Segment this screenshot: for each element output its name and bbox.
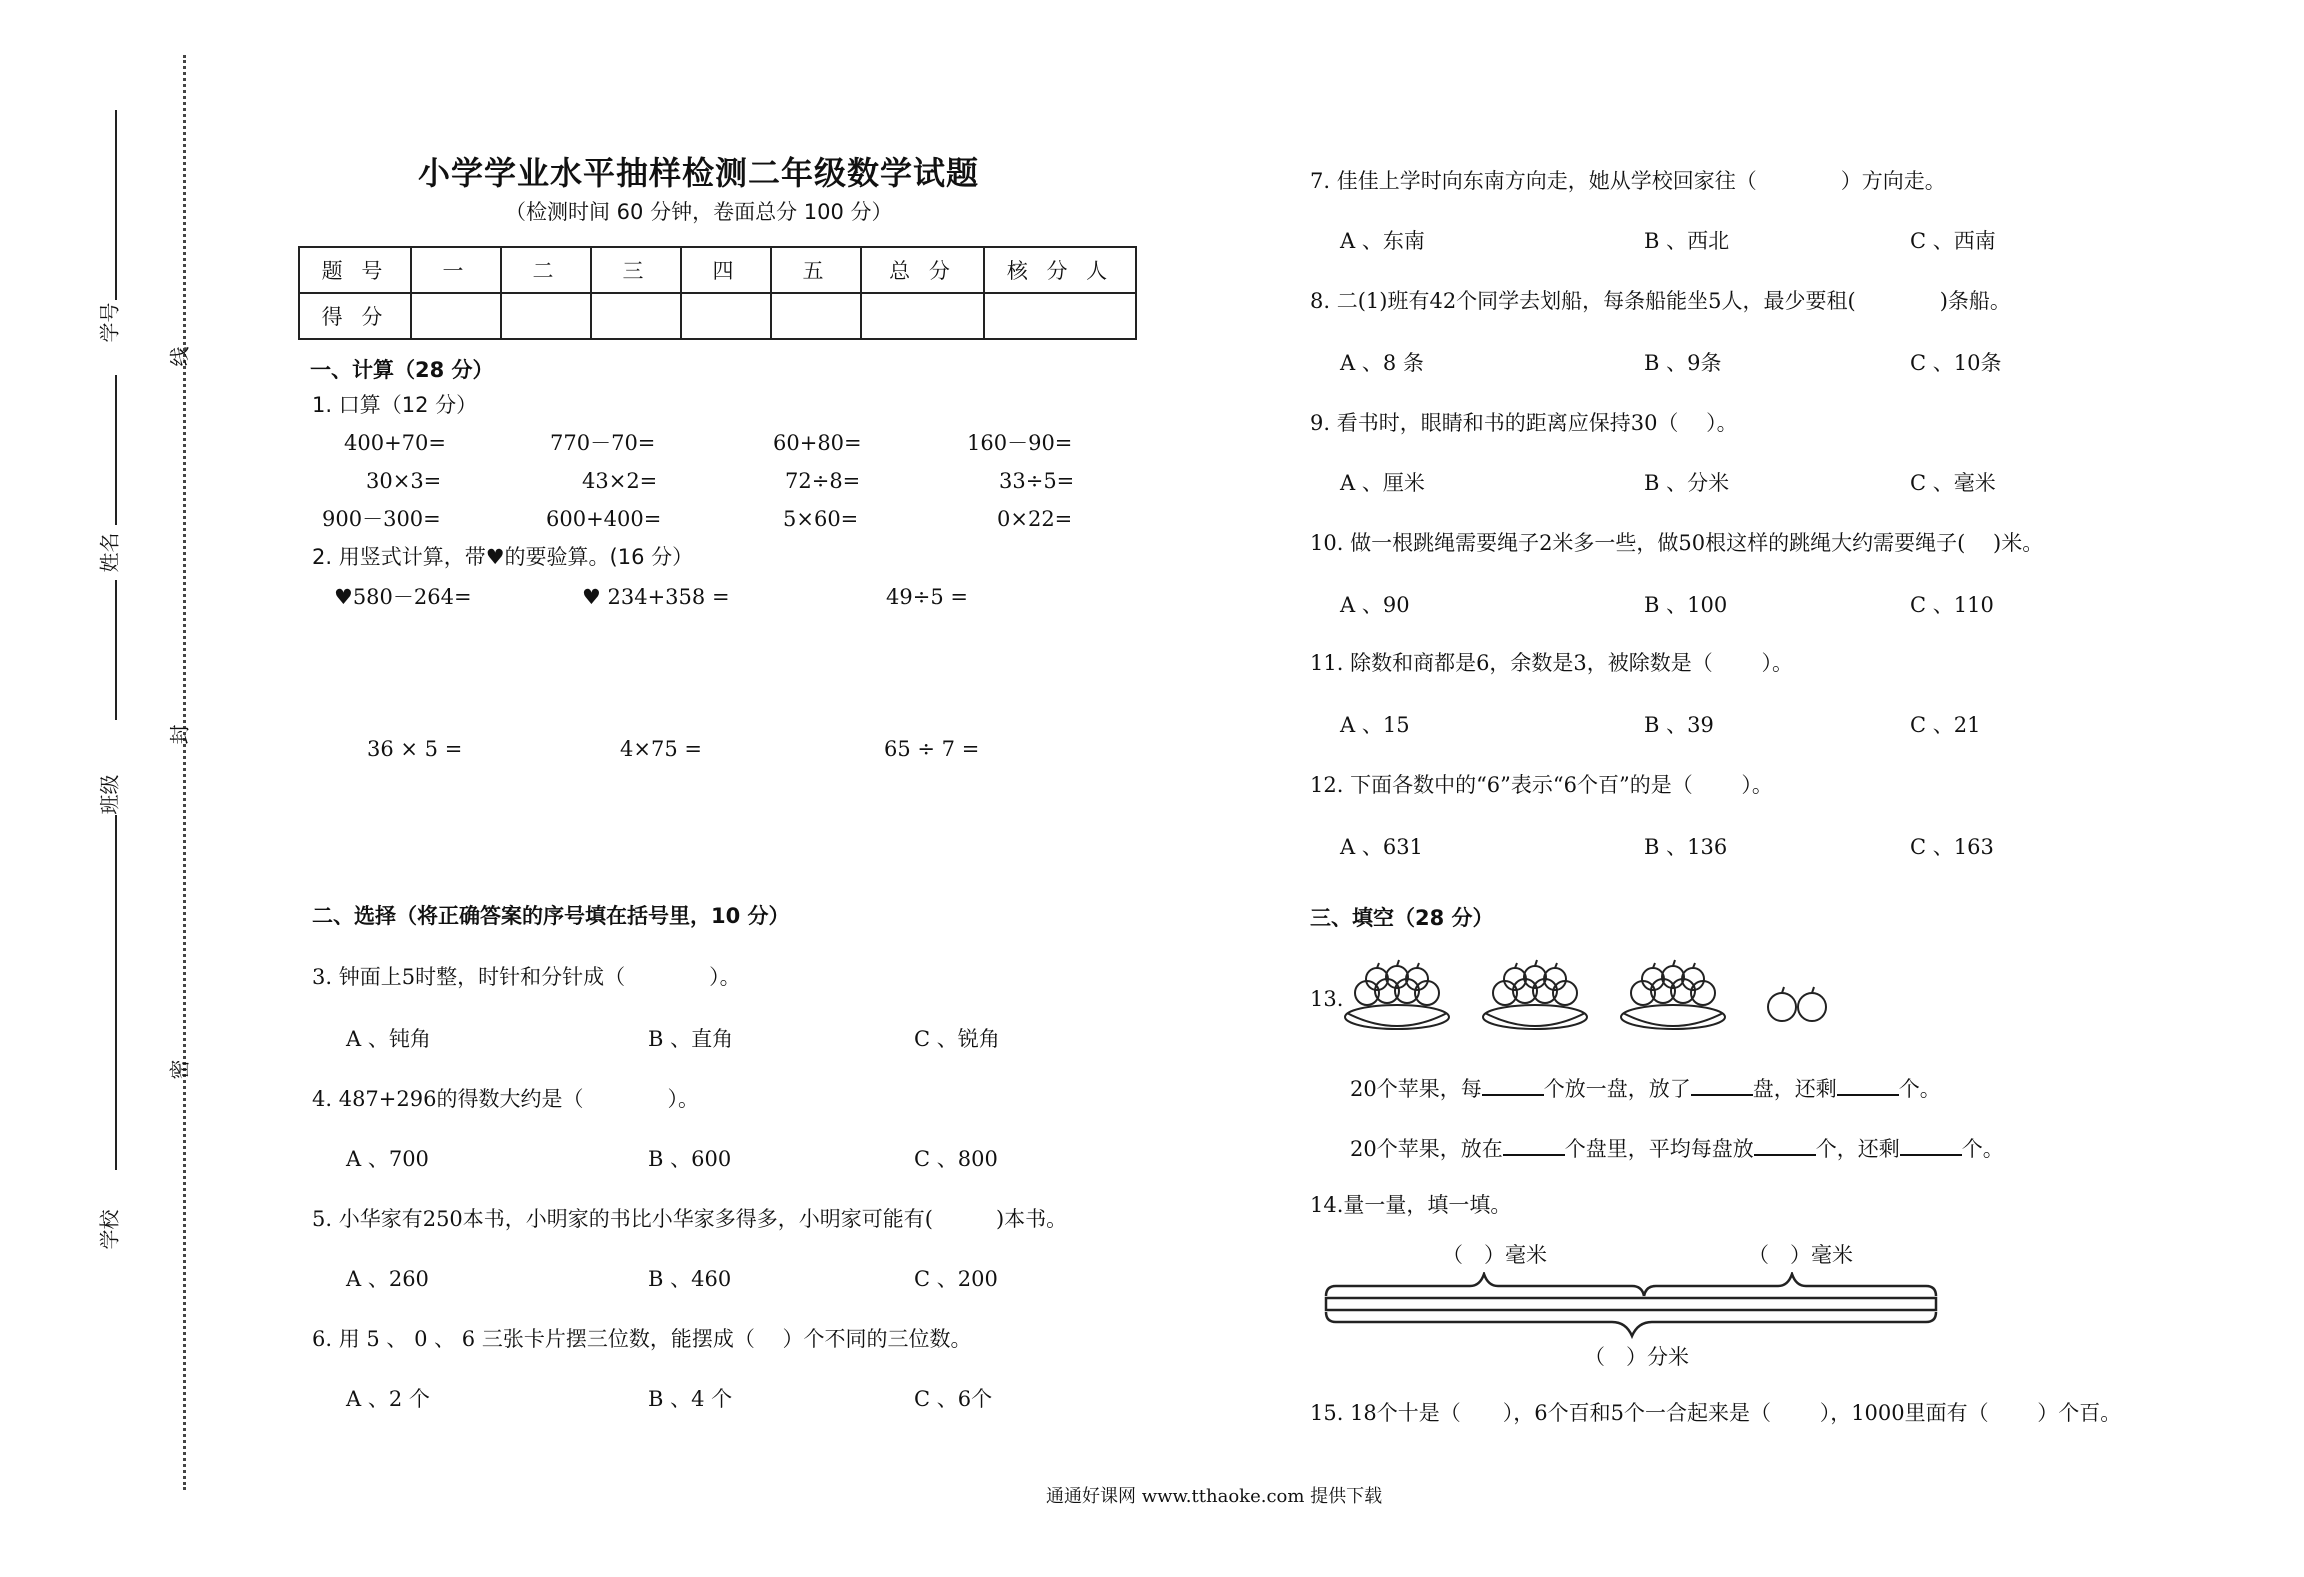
option-c: C 、163 <box>1910 835 1994 859</box>
mental-math-item: 43×2= <box>582 469 658 493</box>
option-a: A 、钝角 <box>346 1027 431 1051</box>
student-id-line <box>115 110 117 300</box>
score-cell[interactable] <box>771 293 861 339</box>
question-15: 15. 18个十是（ ），6个百和5个一合起来是（ ），1000里面有（ ）个百。 <box>1310 1401 2122 1425</box>
mental-math-item: 5×60= <box>783 507 859 531</box>
table-header-cell: 五 <box>771 247 861 293</box>
page-subtitle: （检测时间 60 分钟，卷面总分 100 分） <box>505 200 893 224</box>
option-a: A 、700 <box>346 1147 429 1171</box>
mental-math-item: 600+400= <box>546 507 662 531</box>
table-header-cell: 总 分 <box>861 247 984 293</box>
q13-line2-text: 20个苹果，放在 <box>1350 1137 1503 1161</box>
apple-plate-icon <box>1621 960 1725 1029</box>
q1-label: 1. 口算（12 分） <box>312 393 478 417</box>
option-b: B 、460 <box>648 1267 732 1291</box>
table-header-cell: 一 <box>411 247 501 293</box>
q13-line2-text: 个盘里，平均每盘放 <box>1564 1137 1754 1161</box>
option-c: C 、毫米 <box>1910 471 1996 495</box>
class-line <box>115 815 117 1170</box>
q14-top-left-label: （ ）毫米 <box>1442 1243 1547 1267</box>
option-b: B 、600 <box>648 1147 732 1171</box>
score-cell[interactable] <box>411 293 501 339</box>
school-label: 学校 <box>97 1209 122 1250</box>
q13-line1-text: 20个苹果，每 <box>1350 1077 1482 1101</box>
seal-word-mi: 密 <box>167 1059 192 1080</box>
question-11: 11. 除数和商都是6，余数是3，被除数是（ ）。 <box>1310 651 1793 675</box>
question-5: 5. 小华家有250本书，小明家的书比小华家多得多，小明家可能有( )本书。 <box>312 1207 1068 1231</box>
table-header-cell: 四 <box>681 247 771 293</box>
option-b: B 、4 个 <box>648 1387 733 1411</box>
mental-math-item: 0×22= <box>997 507 1073 531</box>
table-header-cell: 核 分 人 <box>984 247 1136 293</box>
option-a: A 、东南 <box>1340 229 1425 253</box>
option-b: B 、39 <box>1644 713 1714 737</box>
mental-math-item: 900－300= <box>322 507 441 531</box>
score-table-score-row <box>299 293 1136 339</box>
apple-plate-icon <box>1483 960 1587 1029</box>
apple-icon <box>1768 987 1826 1021</box>
seal-word-feng: 封 <box>167 724 192 745</box>
answer-blank[interactable] <box>1837 1074 1899 1096</box>
score-table <box>298 246 1137 340</box>
answer-blank[interactable] <box>1900 1134 1962 1156</box>
option-c: C 、锐角 <box>914 1027 1000 1051</box>
name-line-lower <box>115 580 117 720</box>
section3-heading: 三、填空（28 分） <box>1310 906 1494 930</box>
name-line <box>115 375 117 525</box>
option-b: B 、136 <box>1644 835 1728 859</box>
mental-math-item: 770－70= <box>550 431 656 455</box>
answer-blank[interactable] <box>1503 1134 1565 1156</box>
vertical-calc-item: 4×75 = <box>620 737 702 761</box>
q13-line1 <box>1350 1074 1941 1102</box>
q13-line2-text: 个。 <box>1961 1137 2004 1161</box>
vertical-calc-item: 36 × 5 = <box>367 737 463 761</box>
q14-top-right-label: （ ）毫米 <box>1748 1243 1853 1267</box>
q13-line2-text: 个，还剩 <box>1815 1137 1900 1161</box>
option-c: C 、800 <box>914 1147 998 1171</box>
vertical-calc-item: ♥580－264= <box>334 585 472 609</box>
apple-plate-icon <box>1345 960 1449 1029</box>
table-header-cell: 题 号 <box>299 247 411 293</box>
option-c: C 、200 <box>914 1267 998 1291</box>
question-6: 6. 用 5 、 0 、 6 三张卡片摆三位数，能摆成（ ）个不同的三位数。 <box>312 1327 972 1351</box>
student-id-label: 学号 <box>97 302 122 343</box>
section2-heading: 二、选择（将正确答案的序号填在括号里，10 分） <box>312 904 790 928</box>
mental-math-item: 33÷5= <box>999 469 1075 493</box>
score-table-header-row <box>299 247 1136 293</box>
option-a: A 、260 <box>346 1267 429 1291</box>
question-12: 12. 下面各数中的“6”表示“6个百”的是（ ）。 <box>1310 773 1773 797</box>
page-title: 小学学业水平抽样检测二年级数学试题 <box>418 154 980 192</box>
answer-blank[interactable] <box>1482 1074 1544 1096</box>
question-9: 9. 看书时，眼睛和书的距离应保持30（ ）。 <box>1310 411 1738 435</box>
answer-blank[interactable] <box>1754 1134 1816 1156</box>
question-4: 4. 487+296的得数大约是（ ）。 <box>312 1087 699 1111</box>
q13-line1-text: 个放一盘，放了 <box>1543 1077 1691 1101</box>
vertical-calc-item: 49÷5 = <box>886 585 968 609</box>
answer-blank[interactable] <box>1691 1074 1753 1096</box>
option-a: A 、8 条 <box>1340 351 1424 375</box>
mental-math-item: 160－90= <box>967 431 1073 455</box>
brace-icon <box>1326 1274 1936 1296</box>
question-10: 10. 做一根跳绳需要绳子2米多一些，做50根这样的跳绳大约需要绳子( )米。 <box>1310 531 2044 555</box>
option-a: A 、厘米 <box>1340 471 1425 495</box>
mental-math-item: 400+70= <box>344 431 446 455</box>
q14-bottom-label: （ ）分米 <box>1584 1345 1689 1369</box>
q14-label: 14.量一量，填一填。 <box>1310 1193 1512 1217</box>
q13-line1-text: 盘，还剩 <box>1752 1077 1837 1101</box>
q2-label: 2. 用竖式计算，带♥的要验算。(16 分） <box>312 545 694 569</box>
name-label: 姓名 <box>97 532 122 573</box>
vertical-calc-item: 65 ÷ 7 = <box>884 737 980 761</box>
score-cell[interactable] <box>501 293 591 339</box>
mental-math-item: 72÷8= <box>785 469 861 493</box>
option-c: C 、10条 <box>1910 351 2002 375</box>
option-b: B 、西北 <box>1644 229 1730 253</box>
seal-word-xian: 线 <box>167 346 192 367</box>
table-header-cell: 二 <box>501 247 591 293</box>
binding-dotted-line <box>183 55 186 1490</box>
score-cell[interactable] <box>984 293 1136 339</box>
score-cell[interactable] <box>681 293 771 339</box>
option-a: A 、631 <box>1340 835 1423 859</box>
q13-label: 13. <box>1310 987 1344 1011</box>
option-b: B 、100 <box>1644 593 1728 617</box>
q13-line2 <box>1350 1134 2004 1162</box>
mental-math-item: 30×3= <box>366 469 442 493</box>
apple-plates-illustration <box>1342 955 1862 1035</box>
measure-bar-diagram <box>1322 1272 1942 1342</box>
option-a: A 、15 <box>1340 713 1410 737</box>
option-a: A 、2 个 <box>346 1387 430 1411</box>
question-8: 8. 二(1)班有42个同学去划船，每条船能坐5人，最少要租( )条船。 <box>1310 289 2011 313</box>
question-7: 7. 佳佳上学时向东南方向走，她从学校回家往（ ）方向走。 <box>1310 169 1946 193</box>
measure-bar <box>1326 1298 1936 1310</box>
option-b: B 、分米 <box>1644 471 1730 495</box>
question-3: 3. 钟面上5时整，时针和分针成（ ）。 <box>312 965 741 989</box>
vertical-calc-item: ♥ 234+358 = <box>582 585 730 609</box>
option-c: C 、6个 <box>914 1387 993 1411</box>
table-row-label: 得 分 <box>299 293 411 339</box>
score-cell[interactable] <box>861 293 984 339</box>
footer-source: 通通好课网 www.tthaoke.com 提供下载 <box>1046 1486 1383 1507</box>
class-label: 班级 <box>97 774 122 815</box>
table-header-cell: 三 <box>591 247 681 293</box>
option-a: A 、90 <box>1340 593 1410 617</box>
score-cell[interactable] <box>591 293 681 339</box>
mental-math-item: 60+80= <box>773 431 862 455</box>
q13-line1-text: 个。 <box>1898 1077 1941 1101</box>
option-c: C 、110 <box>1910 593 1994 617</box>
option-b: B 、直角 <box>648 1027 734 1051</box>
option-b: B 、9条 <box>1644 351 1722 375</box>
brace-icon <box>1326 1312 1936 1336</box>
option-c: C 、21 <box>1910 713 1981 737</box>
section1-heading: 一、计算（28 分） <box>310 358 494 382</box>
option-c: C 、西南 <box>1910 229 1996 253</box>
